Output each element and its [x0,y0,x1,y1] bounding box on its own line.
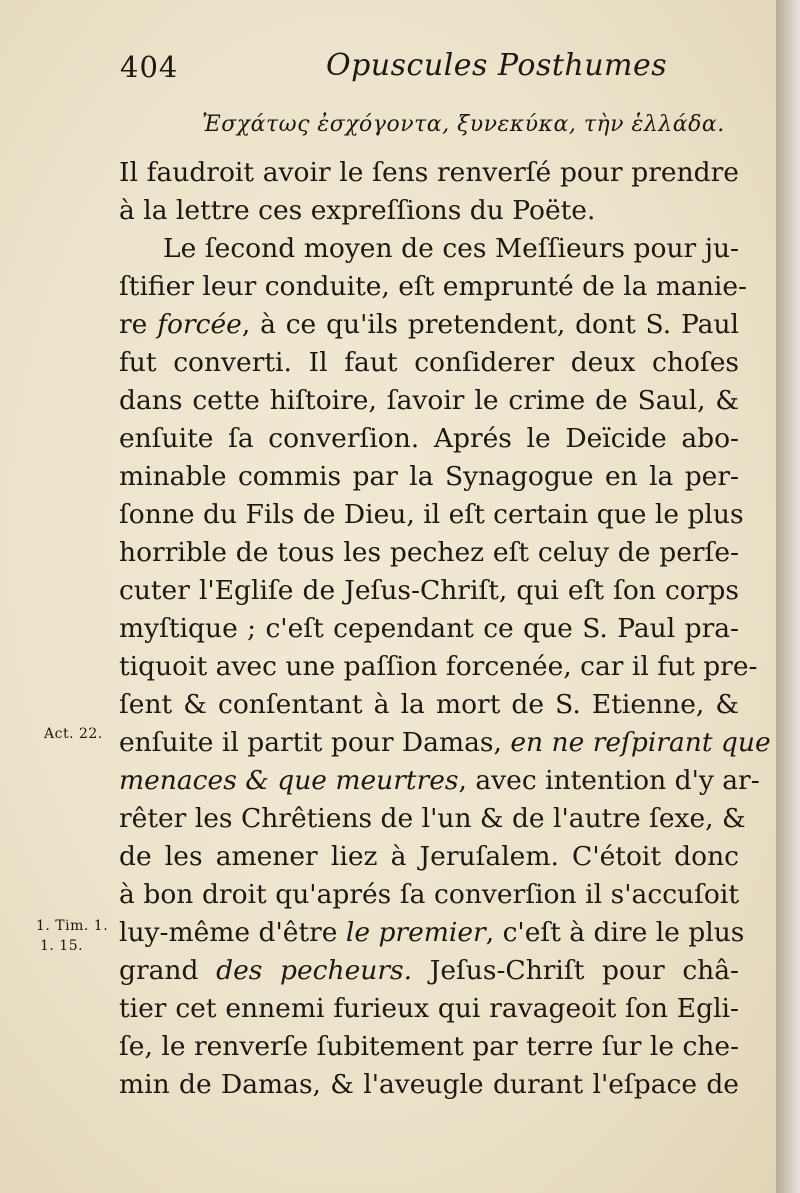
text-line [119,534,739,572]
italic-text: des pecheurs. [216,955,413,986]
text-segment: tiquoit avec une paſſion forcenée, car il fut pre- [119,651,758,682]
margin-note-timothy: 1. Tim. 1. [36,918,109,934]
text-segment: grand [119,955,217,986]
book-title: Opuscules Posthumes [326,48,668,83]
text-segment: de les amener liez à Jeruſalem. C'étoit donc [119,841,739,872]
text-line [119,914,745,952]
text-line [119,762,760,800]
text-line [119,1028,739,1066]
text-line [119,496,744,534]
text-segment: , à ce qu'ils pretendent, dont S. Paul [241,309,739,340]
text-segment: re [119,309,158,340]
page-edge-shadow [776,0,800,1193]
italic-text: menaces & que meurtres [119,765,459,796]
text-segment: Il faudroit avoir le ſens renverſé pour prendre [119,157,739,188]
text-line [119,648,758,686]
text-line [119,572,739,610]
running-head [0,48,776,88]
text-segment: rêter les Chrêtiens de l'un & de l'autre ſexe, & [119,803,746,834]
italic-text: forcée [157,309,242,340]
text-line [119,990,739,1028]
text-line [119,1066,739,1104]
text-segment: minable commis par la Synagogue en la per- [119,461,739,492]
text-segment: Jeſus-Chriſt pour châ- [412,955,739,986]
text-segment: enſuite ſa converſion. Aprés le Deïcide abo- [119,423,739,454]
text-segment: tier cet ennemi furieux qui ravageoit ſon Egli- [119,993,739,1024]
text-line [119,838,739,876]
text-segment: min de Damas, & l'aveugle durant l'eſpace de [119,1069,739,1100]
text-segment: ſe, le renverſe ſubitement par terre ſur le che- [119,1031,739,1062]
text-line [119,382,739,420]
text-line [119,952,739,990]
text-line [119,876,739,914]
text-line [119,230,739,268]
text-line [119,458,739,496]
text-segment: fut converti. Il faut conſiderer deux choſes [119,347,739,378]
text-line [119,268,748,306]
text-line [119,192,739,230]
text-segment: luy-même d'être [119,917,346,948]
text-segment: cuter l'Egliſe de Jeſus-Chriſt, qui eſt ſon corps [119,575,739,606]
body-text [119,154,771,1104]
page-number: 404 [120,50,179,84]
text-line [119,344,739,382]
text-segment: à la lettre ces expreſſions du Poëte. [119,195,596,226]
margin-note-acts: Act. 22. [44,726,103,742]
margin-note-timothy-verse: 1. 15. [40,938,84,954]
text-segment: myſtique ; c'eſt cependant ce que S. Paul pra- [119,613,739,644]
text-line [119,154,739,192]
italic-text: le premier [345,917,486,948]
text-segment: Le ſecond moyen de ces Meſſieurs pour ju- [163,233,739,264]
text-line [119,420,739,458]
text-line [119,686,739,724]
text-segment: ſent & conſentant à la mort de S. Etienne, & [119,689,739,720]
italic-text: en ne reſpirant que [510,727,771,758]
text-line [119,800,746,838]
text-segment: ſonne du Fils de Dieu, il eſt certain que le plus [119,499,744,530]
text-segment: enſuite il partit pour Damas, [119,727,511,758]
text-segment: ſtifier leur conduite, eſt emprunté de la manie- [119,271,748,302]
text-line [119,306,739,344]
text-segment: à bon droit qu'aprés ſa converſion il s'accuſoit [119,879,739,910]
text-line [119,724,771,762]
greek-quotation: Ἐσχάτως ἐσχόγοντα, ξυνεκύκα, τὴν ἑλλάδα. [202,112,725,137]
text-segment: dans cette hiſtoire, ſavoir le crime de Saul, & [119,385,739,416]
text-line [119,610,739,648]
text-segment: , avec intention d'y ar- [458,765,760,796]
text-segment: horrible de tous les pechez eſt celuy de perſe- [119,537,739,568]
text-segment: , c'eſt à dire le plus [485,917,745,948]
